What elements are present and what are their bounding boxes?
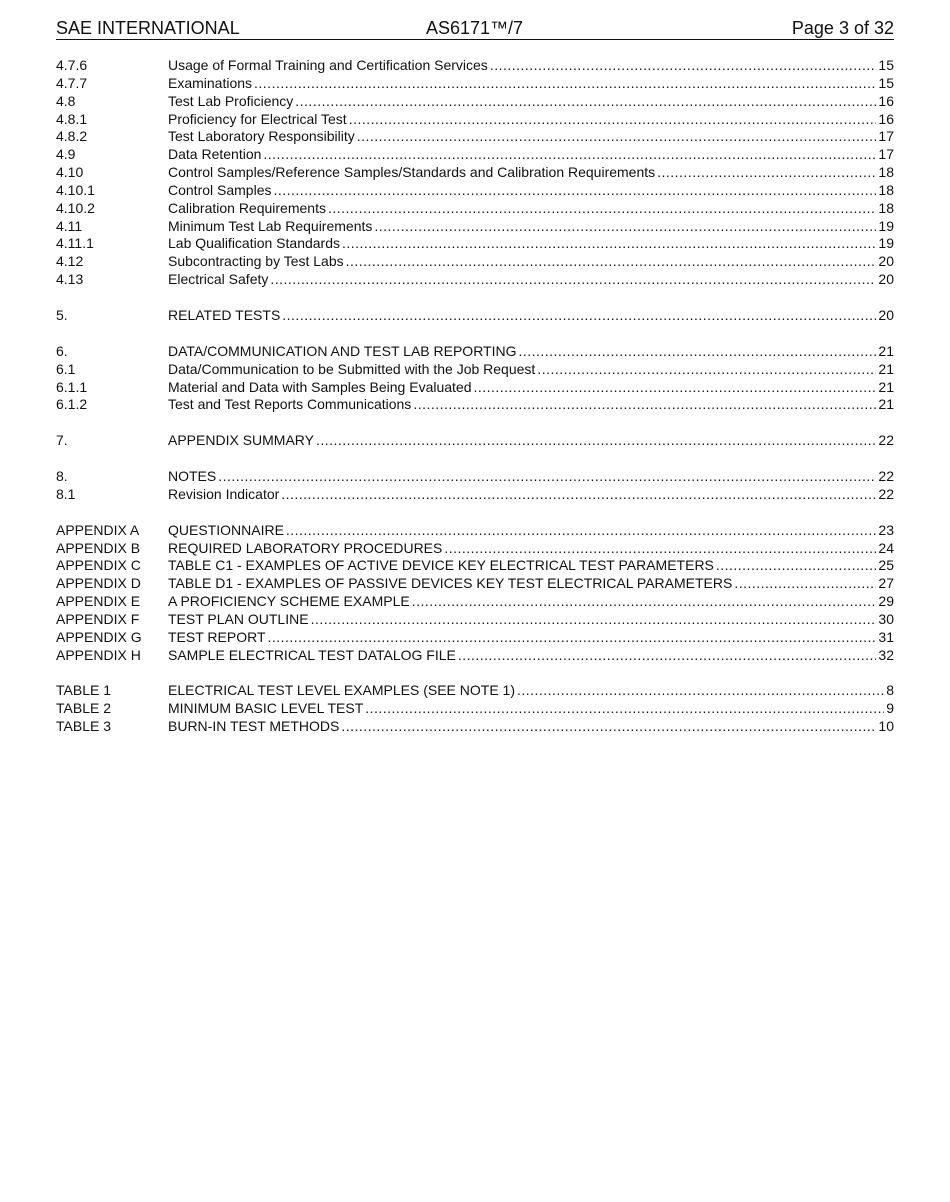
- toc-entry-line: [168, 343, 894, 361]
- toc-entry-page: 20: [878, 253, 894, 270]
- toc-entry-number: 4.13: [56, 271, 84, 288]
- toc-entry-page: 22: [878, 485, 894, 502]
- toc-entry-number: APPENDIX A: [56, 521, 140, 538]
- dot-leader: [537, 361, 876, 379]
- toc-entry-line: [168, 718, 894, 736]
- toc-entry-number: 4.10.2: [56, 199, 95, 216]
- toc-entry-page: 21: [878, 342, 894, 359]
- toc-group: [56, 432, 894, 450]
- toc-entry-number: TABLE 3: [56, 718, 111, 735]
- dot-leader: [342, 235, 876, 253]
- dot-leader: [270, 271, 876, 289]
- dot-leader: [286, 522, 877, 540]
- toc-entry-page: 23: [878, 521, 894, 538]
- dot-leader: [490, 57, 877, 75]
- toc-entry-title: ELECTRICAL TEST LEVEL EXAMPLES (SEE NOTE 1): [168, 682, 516, 699]
- table-of-contents: [56, 57, 894, 754]
- toc-entry-title: TABLE D1 - EXAMPLES OF PASSIVE DEVICES KEY TEST ELECTRICAL PARAMETERS: [168, 575, 733, 592]
- toc-entry-number: APPENDIX B: [56, 539, 141, 556]
- toc-entry-number: 4.11.1: [56, 235, 94, 252]
- toc-entry-title: A PROFICIENCY SCHEME EXAMPLE: [168, 593, 410, 610]
- toc-entry-page: 30: [878, 610, 894, 627]
- document-id: AS6171™/7: [426, 18, 524, 38]
- toc-entry-page: 18: [878, 164, 894, 181]
- dot-leader: [328, 200, 876, 218]
- toc-entry-title: Usage of Formal Training and Certification Services: [168, 57, 488, 73]
- page-header: [56, 17, 894, 40]
- toc-entry-page: 10: [878, 718, 894, 735]
- toc-entry-page: 19: [878, 235, 894, 252]
- toc-entry-title: SAMPLE ELECTRICAL TEST DATALOG FILE: [168, 646, 456, 663]
- toc-entry-number: 6.1: [56, 360, 76, 377]
- toc-entry-line: [168, 557, 894, 575]
- dot-leader: [413, 396, 876, 414]
- toc-entry-line: [168, 146, 894, 164]
- toc-entry-page: 20: [878, 271, 894, 288]
- toc-entry-title: Test and Test Reports Communications: [168, 396, 412, 413]
- toc-entry-number: APPENDIX E: [56, 593, 141, 610]
- toc-entry-number: 4.8.2: [56, 128, 88, 145]
- toc-entry-page: 22: [878, 432, 894, 449]
- toc-entry-number: APPENDIX H: [56, 646, 141, 663]
- toc-entry-title: Test Laboratory Responsibility: [168, 128, 355, 145]
- toc-entry[interactable]: [56, 540, 894, 558]
- toc-entry-title: REQUIRED LABORATORY PROCEDURES: [168, 539, 443, 556]
- toc-entry-title: RELATED TESTS: [168, 306, 281, 323]
- toc-entry[interactable]: [56, 522, 894, 540]
- toc-entry-page: 16: [878, 92, 894, 109]
- toc-entry-number: 4.7.6: [56, 57, 88, 73]
- toc-entry-title: BURN-IN TEST METHODS: [168, 718, 340, 735]
- dot-leader: [281, 486, 876, 504]
- toc-entry-line: [168, 468, 894, 486]
- toc-entry[interactable]: [56, 343, 894, 361]
- toc-entry-number: 7.: [56, 432, 68, 449]
- toc-entry-line: [168, 361, 894, 379]
- toc-group: [56, 468, 894, 504]
- toc-entry-number: 4.8.1: [56, 110, 88, 127]
- toc-entry-number: 5.: [56, 306, 68, 323]
- toc-entry[interactable]: [56, 271, 894, 289]
- toc-entry-title: Electrical Safety: [168, 271, 269, 288]
- toc-entry[interactable]: [56, 557, 894, 575]
- toc-entry-title: Material and Data with Samples Being Evaluated: [168, 378, 472, 395]
- dot-leader: [365, 700, 884, 718]
- toc-entry-page: 16: [878, 110, 894, 127]
- toc-entry-title: Proficiency for Electrical Test: [168, 110, 347, 127]
- toc-entry-title: Minimum Test Lab Requirements: [168, 217, 373, 234]
- toc-entry-line: [168, 611, 894, 629]
- toc-entry[interactable]: [56, 379, 894, 397]
- toc-entry[interactable]: [56, 146, 894, 164]
- toc-entry-line: [168, 682, 894, 700]
- toc-entry-line: [168, 75, 894, 93]
- toc-entry-line: [168, 164, 894, 182]
- toc-entry[interactable]: [56, 396, 894, 414]
- dot-leader: [254, 75, 876, 93]
- toc-entry-page: 17: [878, 146, 894, 163]
- toc-entry-title: Data Retention: [168, 146, 262, 163]
- toc-entry-number: APPENDIX G: [56, 628, 142, 645]
- toc-entry-number: APPENDIX F: [56, 610, 140, 627]
- toc-entry-line: [168, 593, 894, 611]
- page-number: Page 3 of 32: [791, 18, 894, 38]
- toc-entry-line: [168, 218, 894, 236]
- toc-entry-title: Lab Qualification Standards: [168, 235, 340, 252]
- toc-entry-number: APPENDIX C: [56, 557, 141, 574]
- toc-entry-line: [168, 111, 894, 129]
- toc-entry-page: 15: [878, 74, 894, 91]
- dot-leader: [316, 432, 876, 450]
- dot-leader: [295, 93, 876, 111]
- toc-entry[interactable]: [56, 182, 894, 200]
- toc-entry-page: 29: [878, 593, 894, 610]
- toc-entry[interactable]: [56, 128, 894, 146]
- toc-entry[interactable]: [56, 361, 894, 379]
- toc-entry-page: 21: [878, 396, 894, 413]
- toc-entry-title: Calibration Requirements: [168, 199, 326, 216]
- toc-entry[interactable]: [56, 307, 894, 325]
- toc-entry[interactable]: [56, 647, 894, 665]
- toc-entry-number: 4.11: [56, 217, 83, 234]
- dot-leader: [657, 164, 876, 182]
- toc-entry-title: MINIMUM BASIC LEVEL TEST: [168, 700, 364, 717]
- dot-leader: [274, 182, 877, 200]
- toc-entry-number: 4.7.7: [56, 74, 88, 91]
- dot-leader: [517, 682, 884, 700]
- toc-entry-title: DATA/COMMUNICATION AND TEST LAB REPORTING: [168, 342, 517, 359]
- toc-entry[interactable]: [56, 253, 894, 271]
- toc-entry[interactable]: [56, 235, 894, 253]
- toc-entry-line: [168, 379, 894, 397]
- toc-entry[interactable]: [56, 57, 894, 75]
- toc-entry-title: TABLE C1 - EXAMPLES OF ACTIVE DEVICE KEY ELECTRICAL TEST PARAMETERS: [168, 557, 714, 574]
- toc-group: [56, 343, 894, 414]
- toc-entry-number: 6.1.2: [56, 396, 88, 413]
- toc-entry-title: Control Samples: [168, 181, 272, 198]
- toc-entry-number: 4.10: [56, 164, 84, 181]
- toc-entry-number: TABLE 2: [56, 700, 111, 717]
- dot-leader: [444, 540, 876, 558]
- toc-entry-line: [168, 182, 894, 200]
- toc-entry-page: 22: [878, 468, 894, 485]
- dot-leader: [311, 611, 877, 629]
- toc-entry-page: 20: [878, 306, 894, 323]
- dot-leader: [341, 718, 876, 736]
- toc-entry[interactable]: [56, 593, 894, 611]
- toc-entry[interactable]: [56, 682, 894, 700]
- toc-entry-title: Data/Communication to be Submitted with the Job Request: [168, 360, 536, 377]
- toc-entry-page: 32: [878, 646, 894, 663]
- toc-entry-number: APPENDIX D: [56, 575, 141, 592]
- dot-leader: [282, 307, 876, 325]
- toc-entry[interactable]: [56, 629, 894, 647]
- toc-entry-line: [168, 93, 894, 111]
- toc-entry-line: [168, 307, 894, 325]
- toc-entry-number: 4.9: [56, 146, 76, 163]
- toc-entry-title: QUESTIONNAIRE: [168, 521, 284, 538]
- toc-entry[interactable]: [56, 718, 894, 736]
- toc-entry-page: 21: [878, 360, 894, 377]
- toc-entry-page: 9: [886, 700, 894, 717]
- toc-group: [56, 682, 894, 736]
- toc-entry-page: 27: [878, 575, 894, 592]
- toc-entry-title: TEST PLAN OUTLINE: [168, 610, 309, 627]
- toc-entry-page: 21: [878, 378, 894, 395]
- toc-entry-title: APPENDIX SUMMARY: [168, 432, 314, 449]
- toc-entry-line: [168, 128, 894, 146]
- toc-entry-page: 25: [878, 557, 894, 574]
- dot-leader: [716, 557, 877, 575]
- toc-entry-line: [168, 522, 894, 540]
- toc-entry-line: [168, 57, 894, 75]
- toc-entry-line: [168, 486, 894, 504]
- toc-entry-page: 24: [878, 539, 894, 556]
- dot-leader: [357, 128, 877, 146]
- dot-leader: [734, 575, 876, 593]
- dot-leader: [412, 593, 877, 611]
- toc-group: [56, 307, 894, 325]
- toc-entry[interactable]: [56, 218, 894, 236]
- toc-entry-line: [168, 432, 894, 450]
- toc-entry[interactable]: [56, 468, 894, 486]
- toc-entry-line: [168, 540, 894, 558]
- toc-entry-number: 6.: [56, 342, 68, 359]
- toc-entry[interactable]: [56, 575, 894, 593]
- dot-leader: [263, 146, 876, 164]
- toc-entry-line: [168, 575, 894, 593]
- dot-leader: [268, 629, 877, 647]
- toc-entry-number: TABLE 1: [56, 682, 111, 699]
- toc-entry-page: 15: [878, 57, 894, 73]
- toc-entry-page: 8: [886, 682, 894, 699]
- dot-leader: [458, 647, 877, 665]
- toc-entry-number: 8.1: [56, 485, 76, 502]
- toc-entry-line: [168, 629, 894, 647]
- toc-entry[interactable]: [56, 432, 894, 450]
- toc-entry-number: 4.10.1: [56, 181, 95, 198]
- dot-leader: [474, 379, 877, 397]
- toc-entry-title: TEST REPORT: [168, 628, 266, 645]
- toc-entry[interactable]: [56, 93, 894, 111]
- dot-leader: [218, 468, 876, 486]
- toc-entry[interactable]: [56, 75, 894, 93]
- toc-entry-title: Test Lab Proficiency: [168, 92, 294, 109]
- toc-group: [56, 522, 894, 665]
- toc-entry-page: 19: [878, 217, 894, 234]
- toc-entry-title: Examinations: [168, 74, 253, 91]
- toc-entry-page: 18: [878, 181, 894, 198]
- dot-leader: [374, 218, 876, 236]
- toc-entry-title: Revision Indicator: [168, 485, 280, 502]
- toc-entry-line: [168, 200, 894, 218]
- toc-entry[interactable]: [56, 200, 894, 218]
- toc-entry-line: [168, 700, 894, 718]
- toc-group: [56, 57, 894, 289]
- toc-entry-number: 4.12: [56, 253, 84, 270]
- toc-entry-line: [168, 647, 894, 665]
- dot-leader: [346, 253, 877, 271]
- toc-entry[interactable]: [56, 164, 894, 182]
- dot-leader: [349, 111, 877, 129]
- toc-entry-page: 31: [878, 628, 894, 645]
- toc-entry-number: 8.: [56, 468, 68, 485]
- toc-entry-line: [168, 235, 894, 253]
- toc-entry[interactable]: [56, 486, 894, 504]
- toc-entry[interactable]: [56, 611, 894, 629]
- toc-entry-line: [168, 271, 894, 289]
- toc-entry-line: [168, 253, 894, 271]
- toc-entry-page: 18: [878, 199, 894, 216]
- toc-entry-title: Control Samples/Reference Samples/Standards and Calibration Requirements: [168, 164, 656, 181]
- toc-entry[interactable]: [56, 700, 894, 718]
- toc-entry-number: 4.8: [56, 92, 76, 109]
- organization-name: SAE INTERNATIONAL: [56, 18, 240, 38]
- toc-entry[interactable]: [56, 111, 894, 129]
- toc-entry-page: 17: [878, 128, 894, 145]
- toc-entry-title: NOTES: [168, 468, 217, 485]
- toc-entry-title: Subcontracting by Test Labs: [168, 253, 344, 270]
- toc-entry-line: [168, 396, 894, 414]
- toc-entry-number: 6.1.1: [56, 378, 88, 395]
- dot-leader: [519, 343, 877, 361]
